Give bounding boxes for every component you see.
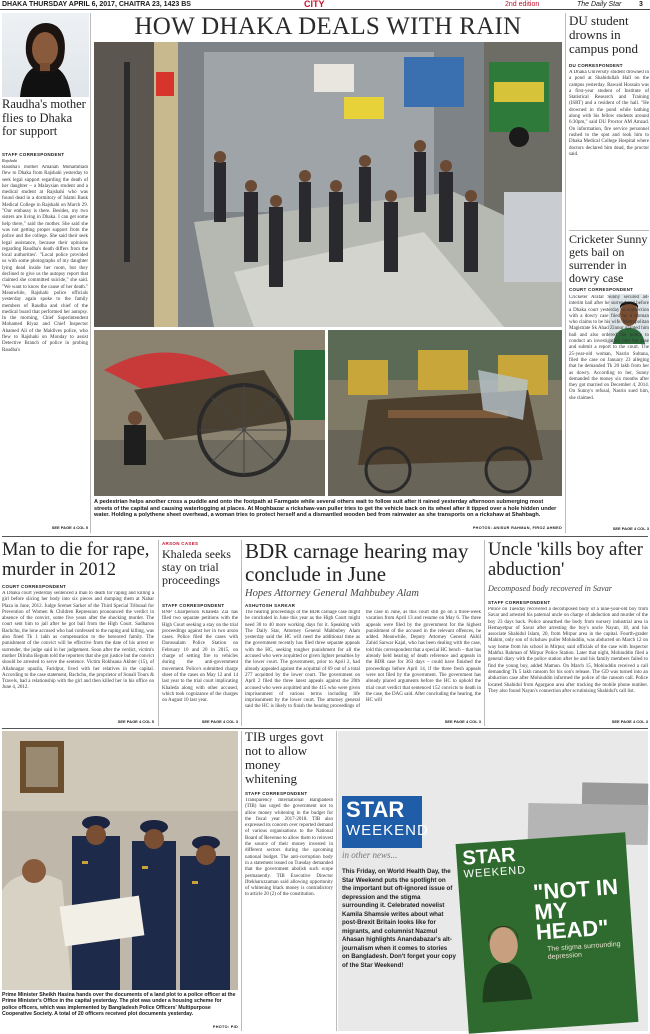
col-divider	[565, 13, 566, 533]
cover-figure-icon	[466, 909, 542, 1004]
cover-magazine[interactable]	[456, 832, 639, 1033]
uncle-byline: STAFF CORRESPONDENT	[488, 600, 551, 605]
man-jump[interactable]: SEE PAGE 4 COL 5	[117, 719, 154, 724]
man-body: A Dhaka court yesterday sentenced a man to death for raping and killing a girl before slicing her body into six pieces and dumping them at Nabar Plaza in June, 2012. Judge Sremet Sarker of the Third Special Tribunal for Prevention of Women & Children Repression pronounced the verdict in absence of the convict, some five years after the shocking murder. The court sent him to jail after he got bail from the High Court. Sadharon Bachchu, the lone accused who had confessed to the raping and killing, was also fined Tk 1 lakh as compensation to the bereaved family. The punishment of the convict will be effective from the date of his arrest or surrender, the judge said in her judgement. Soon after the verdict, victim's mother Dilruba Begum told the reporters that she got justice but the convict should be arrested to serve the sentence. Victim Rokhsana Akhter (15), of Allahnagar upazila, Faridpur, lived with her relatives in the capital. According to the case statement, Bachchu, the proprietor of Sonali Tours & Travels, had a relationship with the girl and then killed her in his office on June 4, 2012.	[2, 591, 154, 691]
sunny-body: Cricketer Arafat Sunny secured ad-interim bail after he surrendered before a Dhaka court yesterday in connection with a dowry case filed by a woman who claims to be his wife. Metropolitan Magistrate Sk Ahad Zinnur granted him bail and also ordered the police to conduct an investigation into the case and submit a report to the court. The 25-year-old woman, Nasrin Sultana, filed the case on January 23 alleging that he demanded Tk 20 lakh from her as dowry. According to her, Sunny demanded the money six months after they got married on December 4, 2014. On Sunny's refusal, Nasrin sued him, she claimed.	[569, 295, 649, 401]
shahbagh-photo	[328, 330, 562, 496]
tib-byline: STAFF CORRESPONDENT	[245, 791, 308, 796]
man-headline[interactable]: Man to die for rape, murder in 2012	[2, 540, 150, 580]
du-headline[interactable]: DU student drowns in campus pond	[569, 13, 638, 56]
khaleda-headline[interactable]: Khaleda seeks stay on trial proceedings	[162, 547, 231, 587]
raudha-dateline: Rajshahi	[2, 158, 18, 163]
header-rule	[0, 9, 650, 10]
sunny-byline: COURT CORRESPONDENT	[569, 287, 634, 292]
bdr-body: The hearing proceedings of the BDR carnage case might be concluded in June this year as the High Court might need 30 to 40 more working days for it. Speaking with The Daily Star, Attorney General Mahbubey Alam yesterday said the HC will need the additional time as the government recently has filed three separate appeals with the HC, seeking tougher punishment for all the accused who were acquitted or given lighter penalties by the lower court. The government, prior to April 2, had already appealed against the acquittal of 69 out of a total 277 acquitted by the lower court. The government on April 2 filed the three latest appeals against the 20th accused who were acquitted and the 415 who were given imprisonment of various terms including life imprisonment by the lower court. The attorney general said the HC is likely to finish the hearing proceedings of the case in June, as this court still go on a three-week vacation from April 13 and resume on May 6. The three appeals were filed by the government for the highest punishment of the accused in the relevant offences, he added. Meanwhile, Deputy Attorney General Akhil Zahid Sarwar Kajal, who has been dealing with the case, told this correspondent that a special HC bench – that has already held hearing of death reference and appeals in the BDR case for 363 days – could have finished the proceedings before April 14, if the three fresh appeals were not filed by the government. The government has already placed arguments before the HC to uphold the trial court verdict that sentenced 152 convicts to death in the case, the DAG said. After concluding the hearing, the HC will	[245, 610, 481, 710]
khaleda-jump[interactable]: SEE PAGE 4 COL 3	[201, 719, 238, 724]
du-body: A Dhaka University student drowned in a pond at Shahidullah Hall on the campus yesterday. Bawaid Hossain was a first-year student of Institute of Statistical Research and Training (ISRT) and a resident of the hall. "He drowned in the pond while bathing along with his fellow students around 6:30pm," said DU Proctor AM Amzad. On information, fire service personnel rushed to the spot and took him to Dhaka Medical College Hospital where doctors declared him dead, the proctor said.	[569, 70, 649, 157]
raudha-byline: STAFF CORRESPONDENT	[2, 152, 65, 157]
section-name: CITY	[304, 0, 325, 9]
flooded-street-illustration	[94, 42, 562, 327]
edition-label: 2nd edition	[505, 1, 540, 8]
sunny-headline[interactable]: Cricketer Sunny gets bail on surrender in dowry case	[569, 232, 648, 285]
weekend-promo-text: This Friday, on World Health Day, the Star Weekend puts the spotlight on the important but oft-ignored issue of depression and the stigma surrounding it. Celebrated novelist Kamila Shamsie writes about what post-Brexit Britain looks like for migrants, and columnist Nazmul Ahasan highlights Anandabazar's alt-journalism when it comes to stories on Bangladesh. Don't forget your copy of the Star Weekend!	[342, 868, 456, 969]
cover-sub: WEEKEND	[463, 864, 527, 881]
khaleda-kicker: ARSON CASES	[162, 541, 199, 546]
raudha-jump[interactable]: SEE PAGE 4 COL 5	[51, 525, 88, 530]
band-divider	[2, 728, 648, 729]
bdr-jump[interactable]: SEE PAGE 4 COL 3	[444, 719, 481, 724]
lead-headline[interactable]: HOW DHAKA DEALS WITH RAIN	[134, 13, 522, 40]
bdr-deck: Hopes Attorney General Mahbubey Alam	[245, 588, 419, 599]
cover-title: "NOT IN MY HEAD"	[532, 873, 619, 945]
farmgate-photo	[94, 42, 562, 327]
man-byline: COURT CORRESPONDENT	[2, 584, 67, 589]
col-divider	[158, 540, 159, 726]
masthead: The Daily Star	[577, 1, 622, 8]
pm-photo	[2, 731, 238, 990]
weekend-brand-bottom: WEEKEND	[346, 822, 429, 839]
col-divider	[484, 540, 485, 726]
uncle-jump[interactable]: SEE PAGE 4 COL 3	[611, 719, 648, 724]
sunny-jump[interactable]: SEE PAGE 4 COL 3	[612, 526, 649, 531]
band-divider	[2, 536, 648, 537]
moghbazar-photo	[94, 330, 325, 496]
page-number: 3	[639, 1, 643, 8]
weekend-logo	[342, 796, 429, 848]
bdr-headline[interactable]: BDR carnage hearing may conclude in June	[245, 539, 469, 586]
pm-caption: Prime Minister Sheikh Hasina hands over the documents of a land plot to a police officer at the Prime Minister's Office in the capital yesterday. The plot was under a housing scheme for police officers, which was implemented by Bangladesh Police Officers' Multipurpose Cooperative Society. A total of 20 officers received plot documents yesterday.	[2, 992, 236, 1017]
dateline: DHAKA THURSDAY APRIL 6, 2017, CHAITRA 23, 1423 BS	[2, 1, 191, 8]
raudha-body: Raudha's mother Amanah Mohammadi flew to Dhaka from Rajshahi yesterday to seek legal support regarding the death of her daughter – a Malaysian student and a medical student at Rajshahi who was found dead in a dormitory of Islami Bank Medical College in Rajshahi on March 29. "Our embassy is there. Besides, my two sisters are living in Dhaka. I can get some help there," said the mother. She said she was not getting proper support from the police and the college. She said their seek legal assistance, because their opinions regarding Raudha's death differs from the local authorities'. "Local police provided us with some photographs of my daughter lying dead inside her room, but they declined to give us the autopsy report that claimed she committed suicide," she said. "We want to know the cause of her death." Meanwhile, Rajshahi police officials yesterday again spoke to the family members of Raudha and chief of the medical board that performed her autopsy. In the morning, Chief Superintendent Mohamed Riyaz and Chief Inspector Ahamed Ali of the Maldives police, who flew to Rajshahi on Monday to assist Detective Branch of police in probing Raudha's	[2, 165, 88, 353]
page-header	[0, 0, 650, 9]
weekend-brand-top: STAR	[346, 797, 405, 822]
weekend-tagline: in other news...	[342, 850, 398, 860]
col-divider	[336, 731, 337, 1031]
col-divider	[90, 13, 91, 533]
uncle-body: Police on Tuesday recovered a decomposed body of a nine-year-old boy from Savar and arrested his paternal uncle on charge of abduction and murder of the boy 23 days back. Police unearthed the body from nursery industrial area in Hemayetpur of Savar after arresting the boy's uncle Nayan, 18, and his associate Shahidul Islam, 20, from Mirpur area in the capital. Fourth-grader Mahim, only son of rickshaw puller Mohiuddin, was abducted on March 12 on way home from his school in Mirpur, said officials of the case with Inspector Mahfuz Rahman of Mirpur Police Station. Later that night, Mohiuddin filed a general diary with the police station after he and his family members failed to find the young boy, added Mamun. On March 15, Mohiuddin received a call demanding Tk 5 lakh ransom for his son's release. The GD was turned into an abduction case after Mohiuddin informed the police of the ransom call. Police located Shahidul from Agargaon area after tracking the mobile phone number. They also found Nayan's connection after scrutinising Shahidul's call list.	[488, 607, 648, 694]
khaleda-byline: STAFF CORRESPONDENT	[162, 603, 225, 608]
story-divider	[569, 230, 649, 231]
raudha-headline[interactable]: Raudha's mother flies to Dhaka for support	[2, 97, 86, 138]
col-divider	[241, 731, 242, 1031]
rickshaw-van-illustration	[94, 330, 325, 496]
lead-caption: A pedestrian helps another cross a puddle and onto the footpath at Farmgate while several others wait to follow suit after it rained yesterday afternoon submerging most streets of the capital and causing waterlogging at places. At Moghbazar a rickshaw-van puller tries to get the vehicle back on its wheel after it tipped over a hole hidden under water. Holding a polythene sheet overhead, a woman tries to protect herself and a dismantled wooden bed from rainwater as she transports on a rickshaw at Shahbagh.	[94, 499, 557, 519]
rickshaw-rain-illustration	[328, 330, 562, 496]
cover-brand: STAR	[461, 844, 517, 870]
ceremony-illustration	[2, 731, 238, 990]
uncle-headline[interactable]: Uncle 'kills boy after abduction'	[488, 540, 643, 580]
tib-body: Transparency International Bangladesh (TIB) has urged the government not to allow money whitening in the budget for the fiscal year 2017-2018. TIB also expressed its concern over reported demand of various organisations to the National Board of Revenue to allow them to reinvest the source of their money invested in different sectors during the upcoming national budget. The anti-corruption body in a statement issued on Tuesday demanded that the government abolish such scope permanently. TIB Executive Director Iftekharuzzaman said allowing opportunity of whitening black money is contradictory to article 20 (2) of the constitution.	[245, 798, 333, 898]
cover-sub2: The stigma surrounding depression	[546, 940, 621, 962]
lead-photo-credit: PHOTOS: ANISUR RAHMAN, FIROZ AHMED	[472, 526, 562, 530]
col-divider	[241, 540, 242, 726]
tib-headline[interactable]: TIB urges govt not to allow money whitening	[245, 729, 324, 786]
uncle-deck: Decomposed body recovered in Savar	[488, 584, 612, 593]
bdr-byline: ASHUTOSH SARKAR	[245, 603, 296, 608]
pm-photo-credit: PHOTO: PID	[212, 1025, 238, 1029]
du-byline: DU CORRESPONDENT	[569, 63, 623, 68]
portrait-icon	[2, 13, 89, 97]
khaleda-body: BNP Chairperson Khaleda Zia has filed two separate petitions with the High Court seeking a stay on the trial proceedings against her in two arson cases. Police filed the cases with Darussalam Police Station on February 10 and 20 in 2015, on charge of setting fire to vehicles during the anti-government movement. Police's submitted charge sheet of the cases on May 12 and 14 last year to the trial court implicating Khaleda along with other accused, which took cognizance of the charges on August 10 last year.	[162, 610, 238, 704]
raudha-portrait	[2, 13, 89, 97]
